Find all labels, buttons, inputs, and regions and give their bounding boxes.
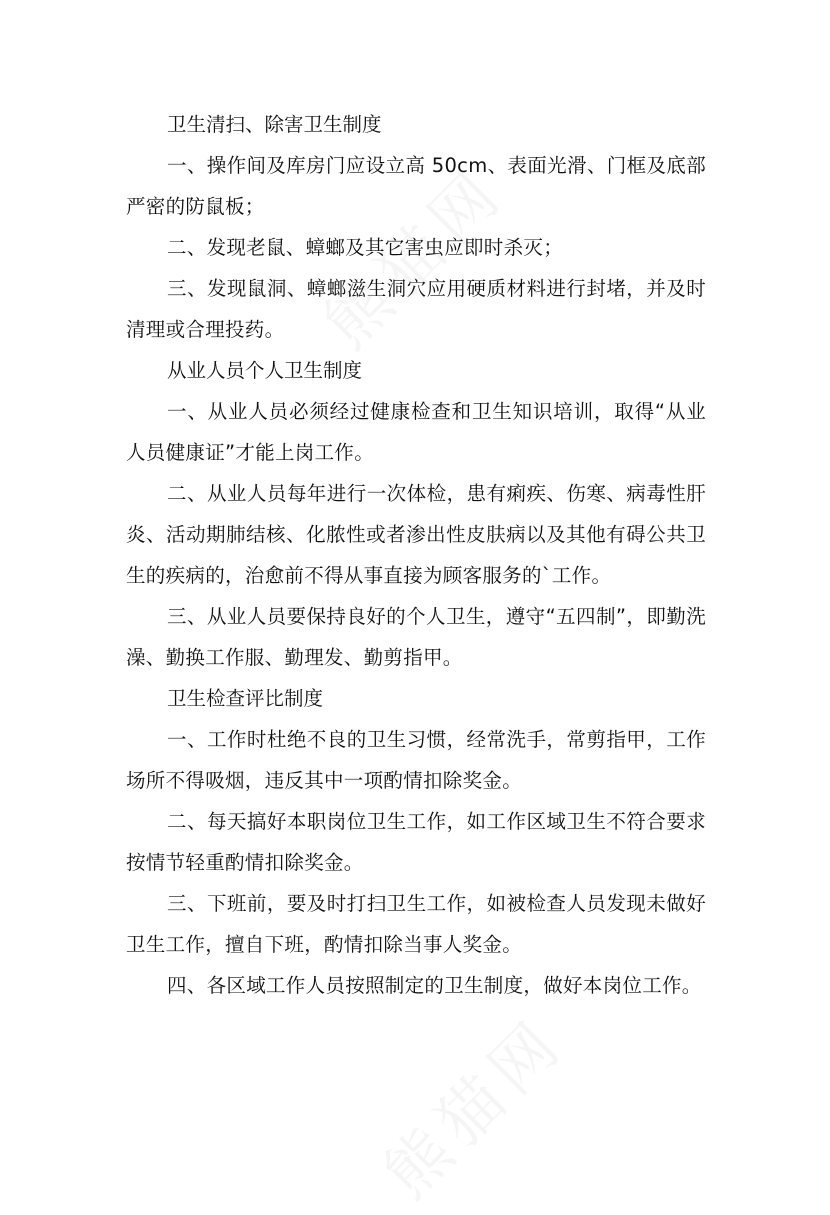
cleaning-paragraph-3: 三、发现鼠洞、蟑螂滋生洞穴应用硬质材料进行封堵，并及时清理或合理投药。 [126, 277, 706, 341]
cleaning-paragraph-1: 一、操作间及库房门应设立高 50cm、表面光滑、门框及底部严密的防鼠板； [126, 154, 706, 218]
inspection-paragraph-1: 一、工作时杜绝不良的卫生习惯，经常洗手，常剪指甲，工作场所不得吸烟，违反其中一项酌情扣除奖金。 [126, 728, 706, 792]
inspection-paragraph-4: 四、各区域工作人员按照制定的卫生制度，做好本岗位工作。 [167, 974, 702, 997]
inspection-paragraph-2: 二、每天搞好本职岗位卫生工作，如工作区域卫生不符合要求按情节轻重酌情扣除奖金。 [126, 810, 706, 874]
personal-hygiene-paragraph-3: 三、从业人员要保持良好的个人卫生，遵守“五四制”，即勤洗澡、勤换工作服、勤理发、勤剪指甲。 [126, 605, 706, 669]
personal-hygiene-paragraph-1: 一、从业人员必须经过健康检查和卫生知识培训，取得“从业人员健康证”才能上岗工作。 [126, 400, 706, 464]
section-title-personal-hygiene: 从业人员个人卫生制度 [167, 359, 363, 382]
section-title-cleaning: 卫生清扫、除害卫生制度 [167, 113, 382, 136]
watermark-lower [360, 993, 582, 1215]
inspection-paragraph-3: 三、下班前，要及时打扫卫生工作，如被检查人员发现未做好卫生工作，擅自下班，酌情扣除当事人奖金。 [126, 892, 706, 956]
cleaning-paragraph-2: 二、发现老鼠、蟑螂及其它害虫应即时杀灭； [167, 236, 564, 259]
document-body [126, 104, 706, 1006]
personal-hygiene-paragraph-2: 二、从业人员每年进行一次体检，患有痢疾、伤寒、病毒性肝炎、活动期肺结核、化脓性或者渗出性皮肤病以及其他有碍公共卫生的疾病的，治愈前不得从事直接为顾客服务的`工作。 [126, 482, 706, 587]
section-title-inspection: 卫生检查评比制度 [167, 687, 324, 710]
